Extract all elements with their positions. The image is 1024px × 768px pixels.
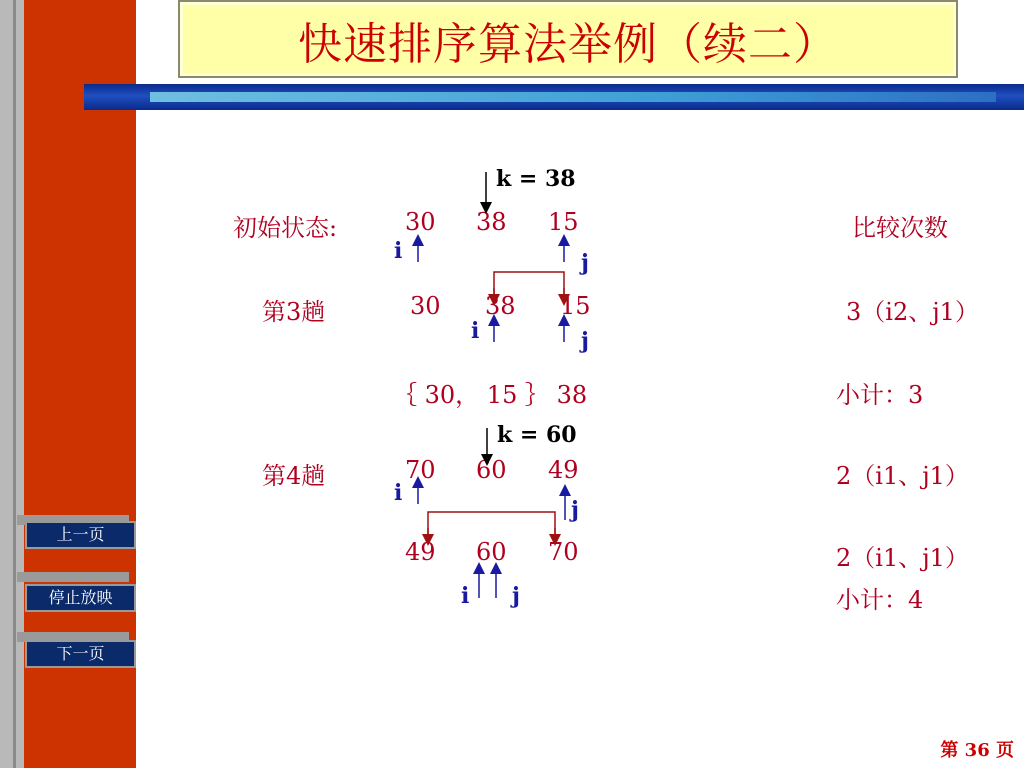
pass3-value: 15 — [560, 292, 591, 320]
initial-value: 15 — [548, 208, 579, 236]
j-pointer-label: j — [571, 497, 579, 523]
next-page-button[interactable]: 下一页 — [25, 640, 136, 668]
swap-bracket — [428, 512, 555, 538]
pivot-label-2: k = 60 — [497, 422, 577, 448]
pass3-label: 第3趟 — [262, 298, 326, 326]
pass4-value: 49 — [548, 456, 579, 484]
pass3-count: 3（i2、j1） — [846, 298, 979, 326]
pass4-value: 70 — [405, 456, 436, 484]
result-value: 70 — [548, 538, 579, 566]
result-value: 60 — [476, 538, 507, 566]
i-pointer-label: i — [461, 583, 470, 609]
page-number: 第 36 页 — [940, 740, 1014, 761]
pivot-label-1: k = 38 — [496, 166, 576, 192]
subtotal-2: 小计：4 — [836, 586, 924, 614]
initial-state-label: 初始状态: — [233, 214, 338, 242]
compare-count-header: 比较次数 — [852, 214, 948, 242]
prev-page-button[interactable]: 上一页 — [25, 521, 136, 549]
initial-value: 30 — [405, 208, 436, 236]
result-value: 49 — [405, 538, 436, 566]
j-pointer-label: j — [581, 328, 589, 354]
stop-show-button[interactable]: 停止放映 — [25, 584, 136, 612]
initial-value: 38 — [476, 208, 507, 236]
j-pointer-label: j — [581, 250, 589, 276]
swap-bracket — [494, 272, 564, 297]
result-count: 2（i1、j1） — [836, 544, 969, 572]
i-pointer-label: i — [394, 480, 403, 506]
page-title: 快速排序算法举例（续二） — [298, 19, 838, 70]
i-pointer-label: i — [471, 318, 480, 344]
pass4-label: 第4趟 — [262, 462, 326, 490]
pass3-value: 30 — [410, 292, 441, 320]
i-pointer-label: i — [394, 238, 403, 264]
j-pointer-label: j — [512, 583, 520, 609]
pass4-value: 60 — [476, 456, 507, 484]
pass4-count: 2（i1、j1） — [836, 462, 969, 490]
subtotal-1: 小计：3 — [836, 381, 924, 409]
pass3-value: 38 — [485, 292, 516, 320]
partition-result: ｛ 30， 15 ｝ 38 — [393, 381, 588, 409]
